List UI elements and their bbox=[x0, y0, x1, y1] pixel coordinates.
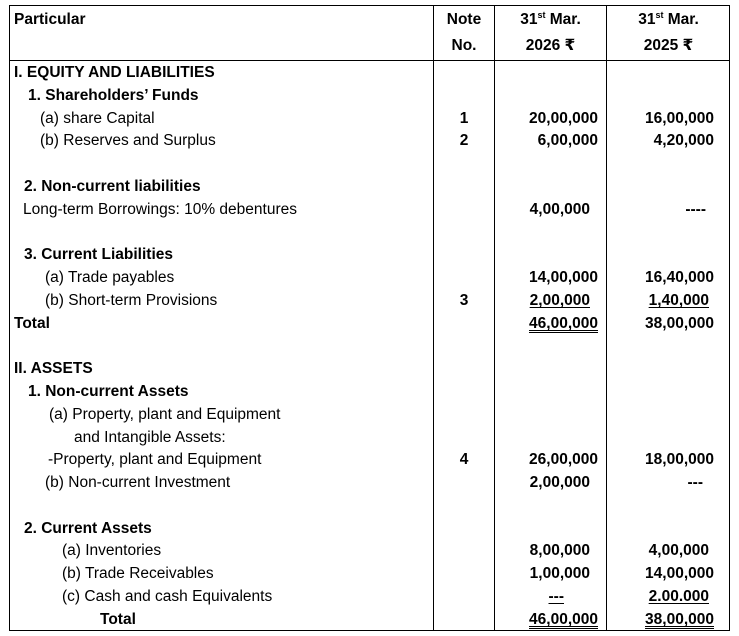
value-2026: 14,00,000 bbox=[529, 269, 598, 286]
section-heading: I. EQUITY AND LIABILITIES bbox=[14, 64, 215, 81]
total-2026: 46,00,000 bbox=[529, 315, 598, 332]
column-divider bbox=[606, 5, 607, 631]
subsection-heading: 2. Non-current liabilities bbox=[24, 178, 201, 195]
value-2025: ---- bbox=[685, 201, 706, 218]
row-label: (a) share Capital bbox=[40, 110, 155, 127]
value-2025: 1,40,000 bbox=[648, 292, 709, 309]
value-2026: --- bbox=[548, 588, 564, 605]
total-2025: 38,00,000 bbox=[645, 611, 714, 628]
value-2025: 2.00.000 bbox=[648, 588, 709, 605]
subsection-heading: 1. Shareholders’ Funds bbox=[28, 87, 199, 104]
header-2025-year: 2025 ₹ bbox=[643, 37, 694, 54]
value-2026: 20,00,000 bbox=[529, 110, 598, 127]
total-2026: 46,00,000 bbox=[529, 611, 598, 628]
section-heading: II. ASSETS bbox=[14, 360, 93, 377]
header-note-line1: Note bbox=[446, 11, 482, 28]
value-2026: 4,00,000 bbox=[529, 201, 590, 218]
subsection-heading: 3. Current Liabilities bbox=[24, 246, 174, 263]
row-label: -Property, plant and Equipment bbox=[48, 451, 262, 468]
total-label: Total bbox=[100, 611, 136, 628]
row-note: 4 bbox=[459, 451, 469, 468]
header-divider bbox=[9, 60, 730, 61]
row-label: (c) Cash and cash Equivalents bbox=[62, 588, 273, 605]
value-2026: 1,00,000 bbox=[529, 565, 590, 582]
row-label: (a) Property, plant and Equipment bbox=[49, 406, 281, 423]
row-note: 3 bbox=[459, 292, 469, 309]
column-divider bbox=[433, 5, 434, 631]
total-2025: 38,00,000 bbox=[645, 315, 714, 332]
row-label: (b) Short-term Provisions bbox=[45, 292, 218, 309]
value-2025: --- bbox=[687, 474, 703, 491]
value-2025: 16,40,000 bbox=[645, 269, 714, 286]
subsection-heading: 2. Current Assets bbox=[24, 520, 152, 537]
row-label: (b) Trade Receivables bbox=[62, 565, 214, 582]
row-note: 2 bbox=[459, 132, 469, 149]
value-2025: 4,00,000 bbox=[648, 542, 709, 559]
row-label: and Intangible Assets: bbox=[74, 429, 226, 446]
total-label: Total bbox=[14, 315, 50, 332]
row-label: (b) Non-current Investment bbox=[45, 474, 231, 491]
value-2025: 16,00,000 bbox=[645, 110, 714, 127]
value-2026: 26,00,000 bbox=[529, 451, 598, 468]
value-2026: 8,00,000 bbox=[529, 542, 590, 559]
header-note-line2: No. bbox=[451, 37, 477, 54]
value-2025: 14,00,000 bbox=[645, 565, 714, 582]
value-2025: 18,00,000 bbox=[645, 451, 714, 468]
value-2025: 4,20,000 bbox=[653, 132, 714, 149]
row-label: (b) Reserves and Surplus bbox=[40, 132, 216, 149]
value-2026: 2,00,000 bbox=[529, 292, 590, 309]
value-2026: 2,00,000 bbox=[529, 474, 590, 491]
header-particular: Particular bbox=[14, 11, 86, 28]
header-2025-date: 31st Mar. bbox=[638, 10, 699, 28]
row-label: (a) Inventories bbox=[62, 542, 162, 559]
row-note: 1 bbox=[459, 110, 469, 127]
subsection-heading: 1. Non-current Assets bbox=[28, 383, 189, 400]
value-2026: 6,00,000 bbox=[537, 132, 598, 149]
row-label: Long-term Borrowings: 10% debentures bbox=[23, 201, 297, 218]
header-2026-year: 2026 ₹ bbox=[525, 37, 576, 54]
row-label: (a) Trade payables bbox=[45, 269, 175, 286]
header-2026-date: 31st Mar. bbox=[520, 10, 581, 28]
